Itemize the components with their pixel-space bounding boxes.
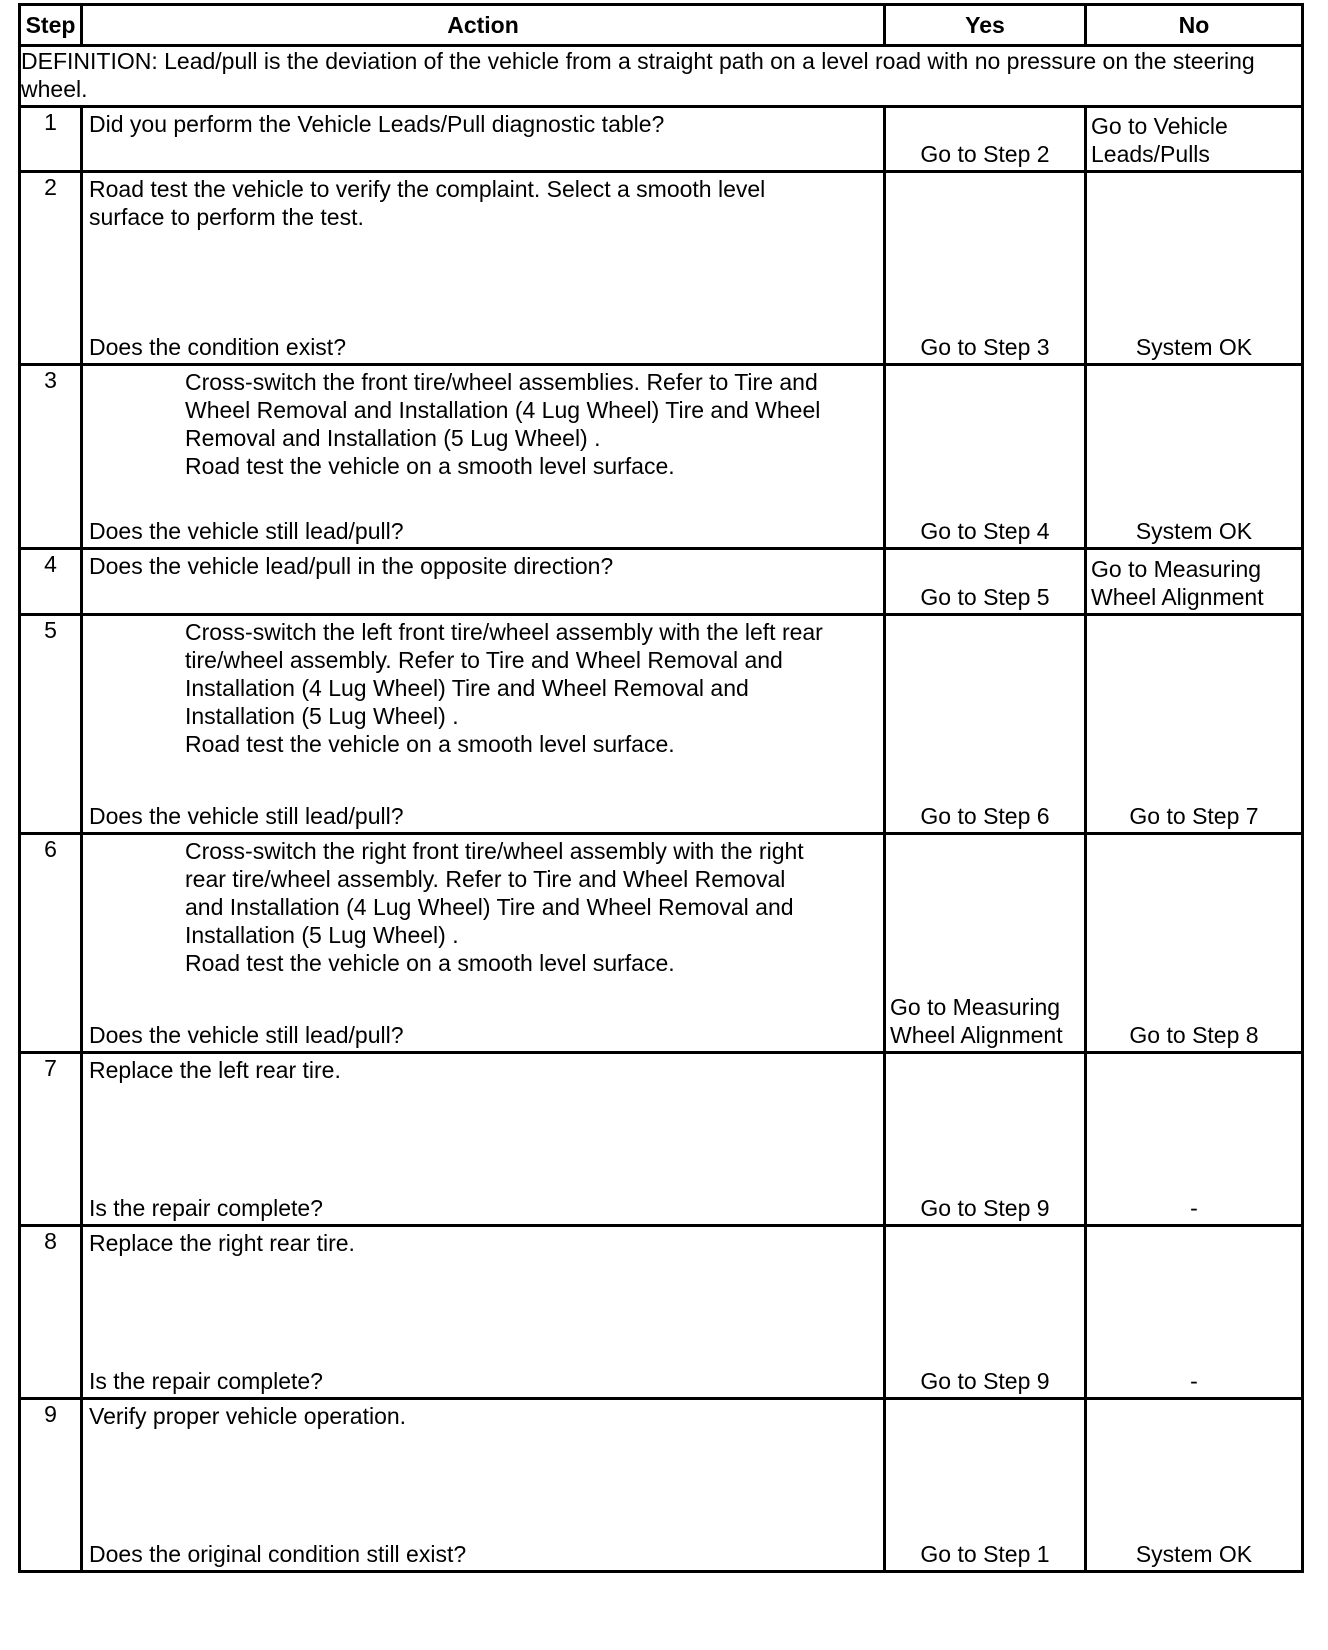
table-row — [20, 1053, 1303, 1226]
table-row — [20, 107, 1303, 172]
no-text: Go to Vehicle Leads/Pulls — [1091, 113, 1228, 167]
action-cell — [82, 1053, 885, 1226]
yes-cell — [885, 1226, 1086, 1399]
table-row — [20, 615, 1303, 834]
yes-text: Go to Step 9 — [920, 1368, 1050, 1394]
no-text: System OK — [1135, 1541, 1253, 1567]
yes-text: Go to Step 4 — [920, 518, 1050, 544]
action-cell — [82, 107, 885, 172]
no-cell — [1086, 365, 1303, 549]
yes-text: Go to Step 5 — [920, 584, 1050, 610]
step-number: 5 — [20, 615, 82, 834]
table-row — [20, 549, 1303, 615]
action-cell — [82, 549, 885, 615]
action-cell — [82, 172, 885, 365]
step-number: 6 — [20, 834, 82, 1053]
no-text: Go to Step 7 — [1129, 803, 1259, 829]
no-cell — [1086, 549, 1303, 615]
yes-cell — [885, 834, 1086, 1053]
yes-cell — [885, 365, 1086, 549]
table-row — [20, 834, 1303, 1053]
yes-cell — [885, 107, 1086, 172]
yes-text: Go to Step 1 — [920, 1541, 1050, 1567]
yes-cell — [885, 549, 1086, 615]
step-number: 1 — [20, 107, 82, 172]
yes-cell — [885, 172, 1086, 365]
action-question: Is the repair complete? — [89, 1195, 323, 1221]
step-number: 8 — [20, 1226, 82, 1399]
action-cell — [82, 365, 885, 549]
action-cell — [82, 615, 885, 834]
definition-text: DEFINITION: Lead/pull is the deviation of the vehicle from a straight path on a level road with no pressure on the steering wheel. — [20, 46, 1303, 107]
step-number: 9 — [20, 1399, 82, 1572]
no-text: System OK — [1135, 518, 1253, 544]
action-text: Did you perform the Vehicle Leads/Pull diagnostic table? — [89, 111, 665, 137]
no-cell — [1086, 1399, 1303, 1572]
yes-text: Go to Step 9 — [920, 1195, 1050, 1221]
action-text: Replace the right rear tire. — [89, 1230, 355, 1256]
no-cell — [1086, 1226, 1303, 1399]
no-cell — [1086, 172, 1303, 365]
step-number: 4 — [20, 549, 82, 615]
yes-text: Go to Step 6 — [920, 803, 1050, 829]
action-cell — [82, 1399, 885, 1572]
action-question: Is the repair complete? — [89, 1368, 323, 1394]
header-no: No — [1086, 5, 1303, 46]
table-row — [20, 1226, 1303, 1399]
action-text: Cross-switch the left front tire/wheel assembly with the left rear tire/wheel assembly. Refer to Tire and Wheel Removal and Installation (4 Lug Wheel) Tire and Wheel Removal and Installation (5 Lug Wheel) . Road test the vehicle on a smooth level surface. — [185, 619, 823, 757]
action-question: Does the vehicle still lead/pull? — [89, 1022, 404, 1048]
action-cell — [82, 1226, 885, 1399]
step-number: 3 — [20, 365, 82, 549]
no-text: - — [1190, 1195, 1198, 1221]
table-row — [20, 1399, 1303, 1572]
action-text: Cross-switch the front tire/wheel assemblies. Refer to Tire and Wheel Removal and Installation (4 Lug Wheel) Tire and Wheel Removal and Installation (5 Lug Wheel) . Road test the vehicle on a smooth level surface. — [185, 369, 821, 479]
header-step: Step — [20, 5, 82, 46]
header-row — [20, 5, 1303, 46]
no-text: Go to Measuring Wheel Alignment — [1091, 556, 1264, 610]
no-cell — [1086, 107, 1303, 172]
diagnostic-table — [18, 3, 1304, 1573]
step-number: 2 — [20, 172, 82, 365]
step-number: 7 — [20, 1053, 82, 1226]
action-cell — [82, 834, 885, 1053]
no-text: System OK — [1135, 334, 1253, 360]
no-text: Go to Step 8 — [1129, 1022, 1259, 1048]
action-question: Does the original condition still exist? — [89, 1541, 467, 1567]
action-text: Replace the left rear tire. — [89, 1057, 341, 1083]
no-text: - — [1190, 1368, 1198, 1394]
action-question: Does the vehicle still lead/pull? — [89, 518, 404, 544]
definition-row — [20, 46, 1303, 107]
action-text: Does the vehicle lead/pull in the opposite direction? — [89, 553, 614, 579]
table-row — [20, 172, 1303, 365]
action-text: Road test the vehicle to verify the complaint. Select a smooth level surface to perform the test. — [89, 176, 766, 230]
header-yes: Yes — [885, 5, 1086, 46]
no-cell — [1086, 834, 1303, 1053]
header-action: Action — [82, 5, 885, 46]
yes-cell — [885, 1399, 1086, 1572]
action-question: Does the vehicle still lead/pull? — [89, 803, 404, 829]
yes-text: Go to Step 3 — [920, 334, 1050, 360]
action-text: Verify proper vehicle operation. — [89, 1403, 407, 1429]
action-text: Cross-switch the right front tire/wheel assembly with the right rear tire/wheel assembly. Refer to Tire and Wheel Removal and Installation (4 Lug Wheel) Tire and Wheel Removal and Installation (5 Lug Wheel) . Road test the vehicle on a smooth level surface. — [185, 838, 804, 976]
table-row — [20, 365, 1303, 549]
yes-cell — [885, 1053, 1086, 1226]
yes-text: Go to Step 2 — [920, 141, 1050, 167]
action-question: Does the condition exist? — [89, 334, 346, 360]
yes-text: Go to Measuring Wheel Alignment — [890, 994, 1063, 1048]
yes-cell — [885, 615, 1086, 834]
no-cell — [1086, 1053, 1303, 1226]
no-cell — [1086, 615, 1303, 834]
